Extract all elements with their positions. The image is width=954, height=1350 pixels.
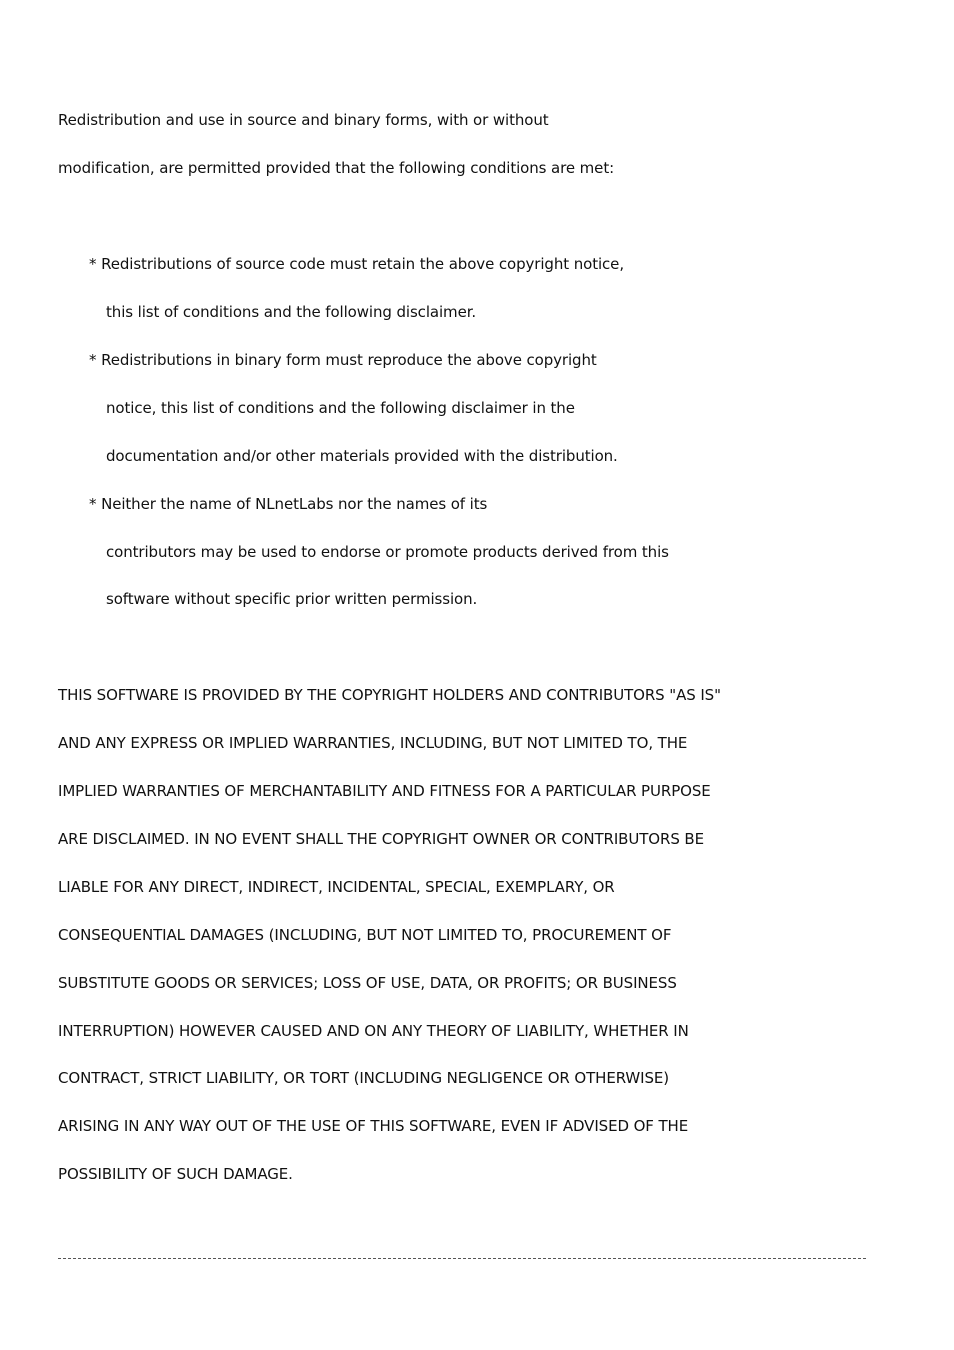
disclaimer-line: CONTRACT, STRICT LIABILITY, OR TORT (INCLUDING NEGLIGENCE OR OTHERWISE): [58, 1069, 670, 1087]
condition-bullet: * Redistributions of source code must retain the above copyright notice,: [89, 255, 624, 273]
intro-line: Redistribution and use in source and binary forms, with or without: [58, 111, 549, 129]
disclaimer-line: INTERRUPTION) HOWEVER CAUSED AND ON ANY THEORY OF LIABILITY, WHETHER IN: [58, 1022, 689, 1040]
condition-continuation: documentation and/or other materials provided with the distribution.: [106, 447, 618, 465]
disclaimer-line: AND ANY EXPRESS OR IMPLIED WARRANTIES, INCLUDING, BUT NOT LIMITED TO, THE: [58, 734, 688, 752]
disclaimer-line: CONSEQUENTIAL DAMAGES (INCLUDING, BUT NOT LIMITED TO, PROCUREMENT OF: [58, 926, 672, 944]
disclaimer-line: LIABLE FOR ANY DIRECT, INDIRECT, INCIDENTAL, SPECIAL, EXEMPLARY, OR: [58, 878, 615, 896]
disclaimer-line: POSSIBILITY OF SUCH DAMAGE.: [58, 1165, 293, 1183]
disclaimer-line: THIS SOFTWARE IS PROVIDED BY THE COPYRIGHT HOLDERS AND CONTRIBUTORS "AS IS": [58, 686, 721, 704]
intro-line: modification, are permitted provided that the following conditions are met:: [58, 159, 615, 177]
dashed-separator: [58, 1258, 866, 1259]
condition-bullet: * Redistributions in binary form must reproduce the above copyright: [89, 351, 597, 369]
disclaimer-line: ARE DISCLAIMED. IN NO EVENT SHALL THE COPYRIGHT OWNER OR CONTRIBUTORS BE: [58, 830, 704, 848]
condition-continuation: this list of conditions and the following disclaimer.: [106, 303, 477, 321]
condition-bullet: * Neither the name of NLnetLabs nor the names of its: [89, 495, 488, 513]
condition-continuation: software without specific prior written permission.: [106, 590, 478, 608]
disclaimer-line: SUBSTITUTE GOODS OR SERVICES; LOSS OF USE, DATA, OR PROFITS; OR BUSINESS: [58, 974, 677, 992]
disclaimer-line: ARISING IN ANY WAY OUT OF THE USE OF THIS SOFTWARE, EVEN IF ADVISED OF THE: [58, 1117, 689, 1135]
disclaimer-line: IMPLIED WARRANTIES OF MERCHANTABILITY AND FITNESS FOR A PARTICULAR PURPOSE: [58, 782, 711, 800]
condition-continuation: contributors may be used to endorse or promote products derived from this: [106, 543, 669, 561]
condition-continuation: notice, this list of conditions and the following disclaimer in the: [106, 399, 575, 417]
